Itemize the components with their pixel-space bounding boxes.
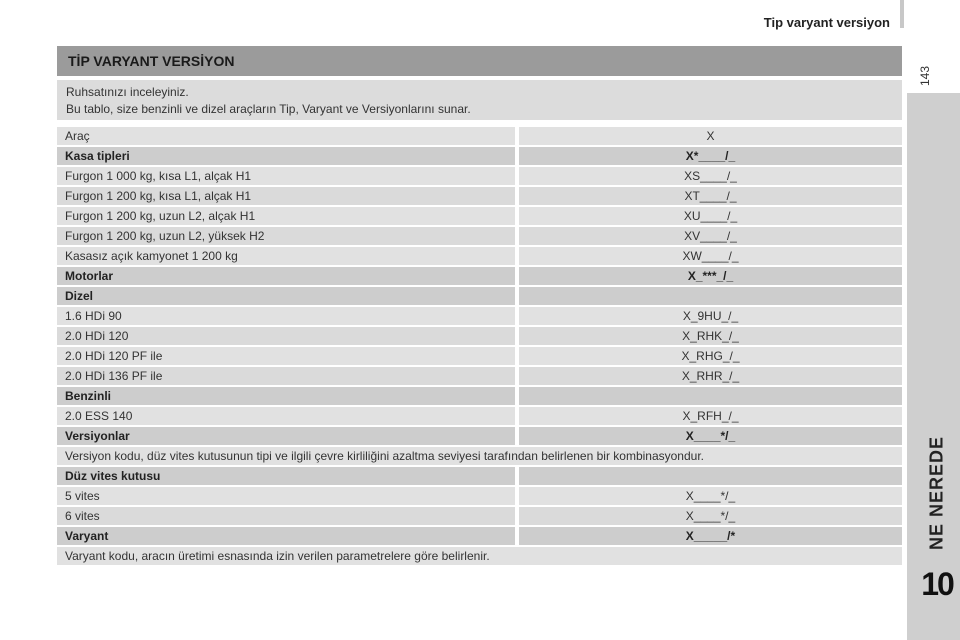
table-row [57,247,902,265]
row-label: 2.0 HDi 120 [57,327,515,345]
section-header-label: Benzinli [57,387,515,405]
table-section-header-row [57,427,902,445]
section-header-label: Motorlar [57,267,515,285]
table-row [57,187,902,205]
table-section-header-row [57,527,902,545]
section-title: TİP VARYANT VERSİYON [68,53,235,69]
row-label: Furgon 1 200 kg, kısa L1, alçak H1 [57,187,515,205]
table-row [57,487,902,505]
section-header-label: Kasa tipleri [57,147,515,165]
section-header-label: Varyant [57,527,515,545]
row-code [515,387,902,405]
row-label: Araç [57,127,515,145]
row-code [515,467,902,485]
row-label: 2.0 HDi 120 PF ile [57,347,515,365]
row-code: X____*/_ [515,427,902,445]
row-label: 5 vites [57,487,515,505]
table-row [57,447,902,465]
row-code: X*____/_ [515,147,902,165]
table-row [57,367,902,385]
row-code: XW____/_ [515,247,902,265]
type-variant-version-table [57,125,902,567]
chapter-label: NE NEREDE [926,435,947,550]
intro-text-line: Ruhsatınızı inceleyiniz. [66,85,189,99]
table-row [57,167,902,185]
chapter-side-tab [907,93,960,640]
row-code: XS____/_ [515,167,902,185]
table-section-header-row [57,467,902,485]
section-header-label: Düz vites kutusu [57,467,515,485]
page-number: 143 [918,65,932,86]
row-code: X_RHG_/_ [515,347,902,365]
table-row [57,327,902,345]
header-divider [900,0,904,28]
table-row [57,207,902,225]
row-label: 6 vites [57,507,515,525]
table-section-header-row [57,267,902,285]
row-label: 2.0 ESS 140 [57,407,515,425]
table-row [57,407,902,425]
table-row [57,227,902,245]
row-code: X_RFH_/_ [515,407,902,425]
table-row [57,507,902,525]
table-section-header-row [57,287,902,305]
row-label: 2.0 HDi 136 PF ile [57,367,515,385]
row-code [515,287,902,305]
section-header-label: Dizel [57,287,515,305]
table-row [57,347,902,365]
row-code: X_RHK_/_ [515,327,902,345]
row-label: Varyant kodu, aracın üretimi esnasında izin verilen parametrelere göre belirlenir. [57,547,902,565]
table-row [57,547,902,565]
row-code: X [515,127,902,145]
section-header-label: Versiyonlar [57,427,515,445]
row-code: X_____/* [515,527,902,545]
table-row [57,127,902,145]
intro-box [57,80,902,120]
row-label: Furgon 1 200 kg, uzun L2, alçak H1 [57,207,515,225]
page-header-title: Tip varyant versiyon [763,15,890,30]
row-code: X_9HU_/_ [515,307,902,325]
row-code: X_RHR_/_ [515,367,902,385]
row-code: XV____/_ [515,227,902,245]
table-section-header-row [57,387,902,405]
row-code: X____*/_ [515,487,902,505]
row-label: Versiyon kodu, düz vites kutusunun tipi ve ilgili çevre kirliliğini azaltma seviyesi tarafından belirlenen bir kombinasyondur. [57,447,902,465]
table-section-header-row [57,147,902,165]
row-code: XU____/_ [515,207,902,225]
row-label: Furgon 1 000 kg, kısa L1, alçak H1 [57,167,515,185]
section-title-banner [57,46,902,76]
row-code: X____*/_ [515,507,902,525]
row-code: X_***_/_ [515,267,902,285]
table-row [57,307,902,325]
chapter-number: 10 [921,566,953,602]
row-label: 1.6 HDi 90 [57,307,515,325]
row-code: XT____/_ [515,187,902,205]
intro-text-line: Bu tablo, size benzinli ve dizel araçların Tip, Varyant ve Versiyonlarını sunar. [66,102,471,116]
row-label: Furgon 1 200 kg, uzun L2, yüksek H2 [57,227,515,245]
row-label: Kasasız açık kamyonet 1 200 kg [57,247,515,265]
